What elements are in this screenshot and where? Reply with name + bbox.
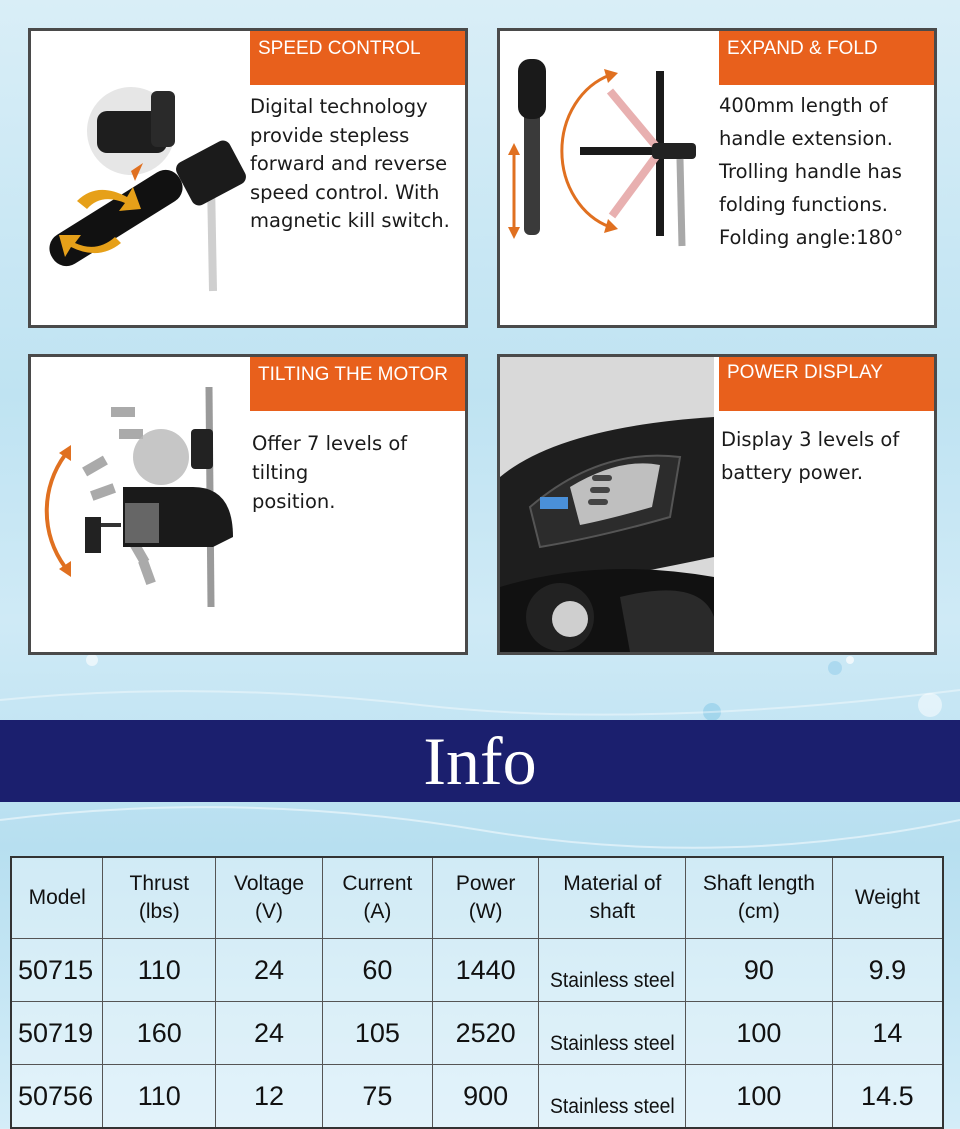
speed-control-panel <box>28 28 468 328</box>
cell-model: 50719 <box>11 1002 103 1065</box>
cell-material: Stainless steel <box>545 1002 680 1065</box>
header-thrust: Thrust (lbs) <box>103 857 216 939</box>
info-banner <box>0 720 960 802</box>
desc-line: forward and reverse <box>250 152 448 175</box>
panel-description <box>719 89 931 254</box>
tilt-bracket-photo <box>31 357 250 652</box>
panel-title: EXPAND & FOLD <box>719 31 935 85</box>
panel-description <box>721 423 933 489</box>
cell-weight: 14.5 <box>832 1065 943 1129</box>
desc-line: position. <box>252 490 336 513</box>
panel-title: SPEED CONTROL <box>250 31 466 85</box>
spec-table <box>10 856 944 1129</box>
cell-shaft-length: 100 <box>686 1002 833 1065</box>
header-weight: Weight <box>832 857 943 939</box>
table-row <box>11 939 943 1002</box>
banner-title: Info <box>423 723 537 799</box>
cell-current: 75 <box>322 1065 432 1129</box>
panel-description <box>250 93 462 236</box>
cell-model: 50715 <box>11 939 103 1002</box>
expand-fold-panel <box>497 28 937 328</box>
cell-material: Stainless steel <box>545 1065 680 1129</box>
desc-line: battery power. <box>721 461 864 484</box>
cell-shaft-length: 90 <box>686 939 833 1002</box>
panel-title: POWER DISPLAY <box>719 357 935 411</box>
desc-line: Offer 7 levels of tilting <box>252 432 408 484</box>
cell-voltage: 24 <box>216 1002 323 1065</box>
header-model: Model <box>11 857 103 939</box>
header-shaft-length: Shaft length (cm) <box>686 857 833 939</box>
cell-power: 900 <box>432 1065 539 1129</box>
desc-line: 400mm length of <box>719 94 888 117</box>
cell-thrust: 160 <box>103 1002 216 1065</box>
power-display-panel <box>497 354 937 655</box>
desc-line: Display 3 levels of <box>721 428 900 451</box>
desc-line: Folding angle:180° <box>719 226 904 249</box>
cell-power: 2520 <box>432 1002 539 1065</box>
cell-current: 105 <box>322 1002 432 1065</box>
header-material: Material of shaft <box>539 857 686 939</box>
desc-line: handle extension. <box>719 127 893 150</box>
cell-voltage: 24 <box>216 939 323 1002</box>
cell-weight: 14 <box>832 1002 943 1065</box>
desc-line: folding functions. <box>719 193 888 216</box>
header-power: Power (W) <box>432 857 539 939</box>
desc-line: magnetic kill switch. <box>250 209 450 232</box>
cell-thrust: 110 <box>103 939 216 1002</box>
table-row <box>11 1002 943 1065</box>
desc-line: provide stepless <box>250 123 410 147</box>
panel-title: TILTING THE MOTOR <box>250 357 466 411</box>
tilting-motor-panel <box>28 354 468 655</box>
cell-material: Stainless steel <box>545 939 680 1002</box>
table-header-row <box>11 857 943 939</box>
cell-thrust: 110 <box>103 1065 216 1129</box>
desc-line: Digital technology <box>250 95 428 118</box>
header-voltage: Voltage (V) <box>216 857 323 939</box>
cell-model: 50756 <box>11 1065 103 1129</box>
cell-shaft-length: 100 <box>686 1065 833 1129</box>
desc-line: speed control. With <box>250 180 440 204</box>
panel-description <box>252 429 464 516</box>
tiller-handle-photo <box>31 31 250 325</box>
header-current: Current (A) <box>322 857 432 939</box>
desc-line: Trolling handle has <box>719 160 902 183</box>
battery-display-photo <box>500 357 714 652</box>
cell-current: 60 <box>322 939 432 1002</box>
folding-handle-photo <box>500 31 719 325</box>
table-row <box>11 1065 943 1129</box>
cell-weight: 9.9 <box>832 939 943 1002</box>
cell-power: 1440 <box>432 939 539 1002</box>
cell-voltage: 12 <box>216 1065 323 1129</box>
